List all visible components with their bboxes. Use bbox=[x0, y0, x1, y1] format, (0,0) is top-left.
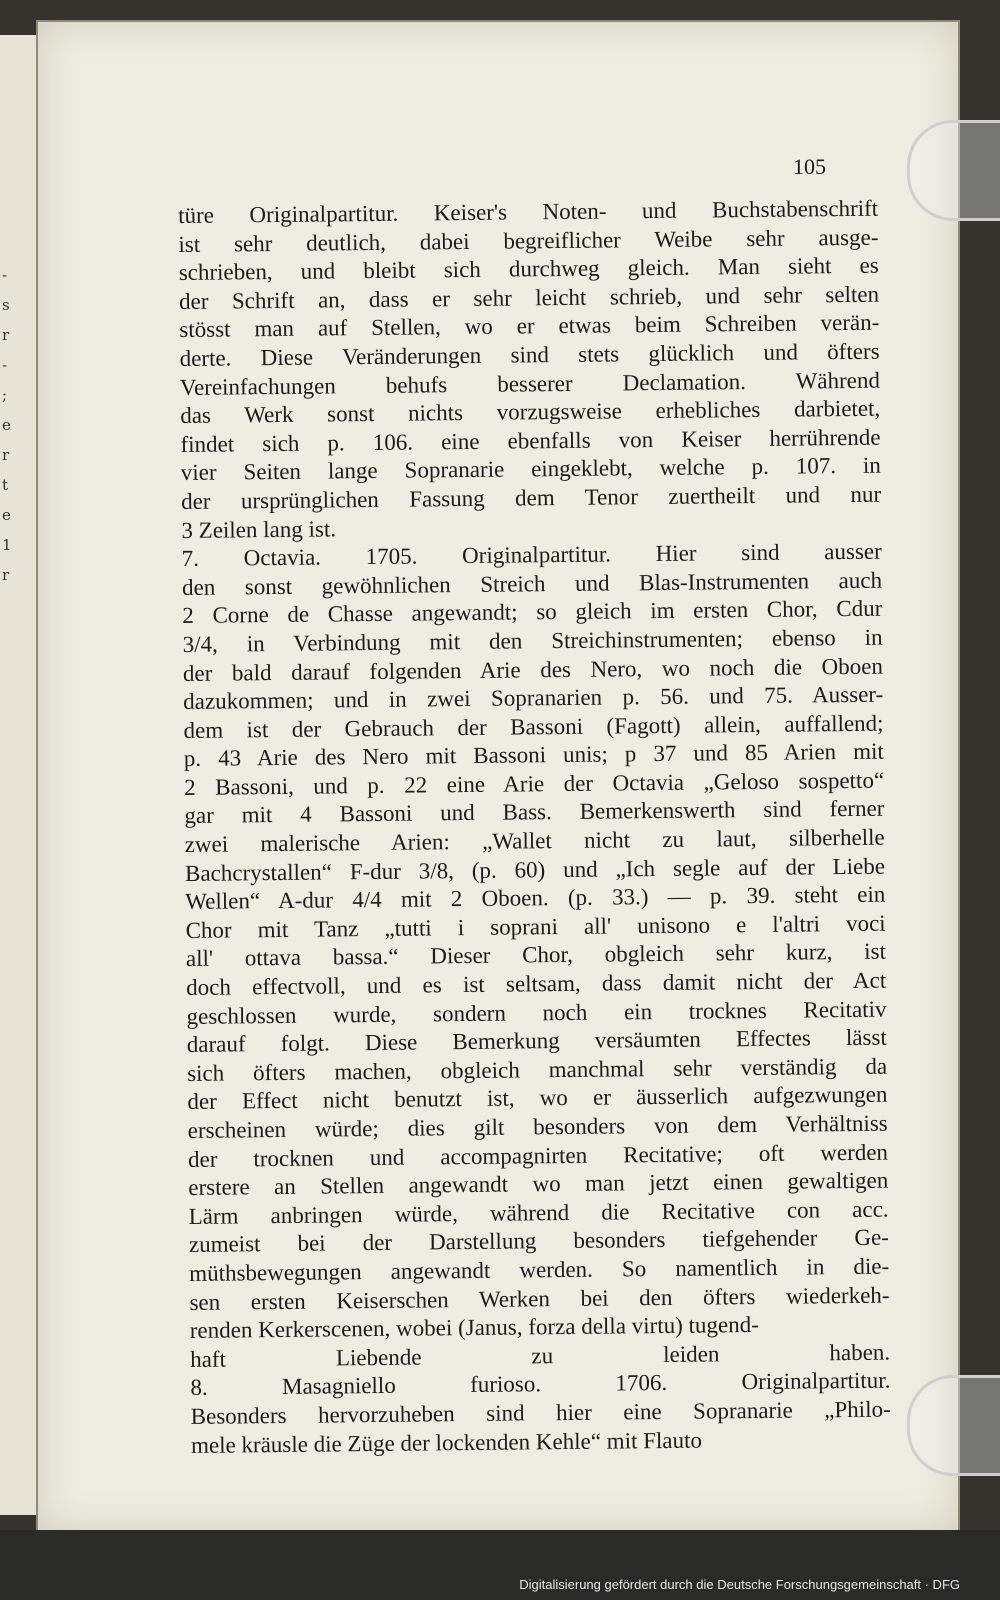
text-line: schrieben, und bleibt sich durchweg gleich. Man sieht es bbox=[178, 252, 879, 286]
text-line: Chor mit Tanz „tutti i soprani all' unisono e l'altri voci bbox=[185, 910, 886, 943]
text-line: Wellen“ A-dur 4/4 mit 2 Oboen. (p. 33.) — p. 39. steht ein bbox=[185, 881, 886, 915]
margin-letter: r bbox=[2, 566, 10, 584]
text-line: Besonders hervorzuheben sind hier eine Sopranarie „Philo- bbox=[190, 1396, 891, 1429]
text-line: gar mit 4 Bassoni und Bass. Bemerkenswerth sind ferner bbox=[184, 796, 885, 829]
footer-strip bbox=[0, 1530, 1000, 1600]
page-text-body bbox=[178, 195, 891, 1460]
text-line: erstere an Stellen angewandt wo man jetzt einen gewaltigen bbox=[188, 1167, 889, 1201]
text-line: sich öfters machen, obgleich manchmal sehr verständig da bbox=[186, 1053, 888, 1086]
text-line: das Werk sonst nichts vorzugsweise erhebliches darbietet, bbox=[180, 395, 881, 429]
margin-letter: s bbox=[2, 296, 10, 314]
text-line: dem ist der Gebrauch der Bassoni (Fagott) allein, auffallend; bbox=[183, 710, 884, 743]
margin-letter: t bbox=[2, 476, 9, 494]
margin-letter: - bbox=[2, 266, 8, 284]
text-line: der Effect nicht benutzt ist, wo er äusserlich aufgezwungen bbox=[187, 1082, 888, 1115]
text-line: renden Kerkerscenen, wobei (Janus, forza della virtu) tugend- bbox=[189, 1312, 759, 1344]
text-line: darauf folgt. Diese Bemerkung versäumten Effectes lässt bbox=[186, 1024, 887, 1058]
text-line: türe Originalpartitur. Keiser's Noten- und Buchstabenschrift bbox=[178, 195, 879, 228]
margin-letter: e bbox=[2, 506, 11, 524]
margin-letter: r bbox=[2, 446, 10, 464]
page-clip-top bbox=[907, 120, 1000, 221]
text-line: stösst man auf Stellen, wo er etwas beim Schreiben verän- bbox=[179, 310, 880, 343]
text-line: haft Liebende zu leiden haben. bbox=[189, 1339, 891, 1372]
text-line: 7. Octavia. 1705. Originalpartitur. Hier sind ausser bbox=[181, 538, 882, 572]
text-line: 3/4, in Verbindung mit den Streichinstrumenten; ebenso in bbox=[182, 624, 883, 657]
previous-page-margin-letters bbox=[2, 260, 18, 590]
text-line: der Schrift an, dass er sehr leicht schrieb, und sehr selten bbox=[178, 281, 880, 314]
margin-letter: ; bbox=[2, 386, 8, 404]
text-line: den sonst gewöhnlichen Streich und Blas-Instrumenten auch bbox=[181, 567, 883, 600]
text-line: mele kräusle die Züge der lockenden Kehle“ mit Flauto bbox=[190, 1427, 703, 1458]
text-line: 8. Masagniello furioso. 1706. Originalpartitur. bbox=[190, 1367, 891, 1401]
text-line: dazukommen; und in zwei Sopranarien p. 56. und 75. Ausser- bbox=[183, 681, 884, 715]
text-line: der ursprünglichen Fassung dem Tenor zuertheilt und nur bbox=[181, 481, 882, 514]
text-line: sen ersten Keiserschen Werken bei den öfters wiederkeh- bbox=[189, 1282, 890, 1315]
text-line: Bachcrystallen“ F-dur 3/8, (p. 60) und „Ich segle auf der Liebe bbox=[184, 853, 886, 886]
text-line: Vereinfachungen behufs besserer Declamation. Während bbox=[179, 367, 881, 400]
text-line: 3 Zeilen lang ist. bbox=[181, 515, 337, 543]
page-clip-bottom bbox=[907, 1375, 1000, 1476]
book-page bbox=[36, 20, 960, 1534]
digitization-credit: Digitalisierung gefördert durch die Deutsche Forschungsgemeinschaft · DFG bbox=[519, 1577, 960, 1592]
text-line: erscheinen würde; dies gilt besonders von dem Verhältniss bbox=[187, 1110, 888, 1143]
margin-letter: 1 bbox=[2, 536, 12, 554]
margin-letter: e bbox=[2, 416, 11, 434]
text-line: doch effectvoll, und es ist seltsam, dass damit nicht der Act bbox=[186, 967, 887, 1000]
margin-letter: - bbox=[2, 356, 8, 374]
text-line: zwei malerische Arien: „Wallet nicht zu laut, silberhelle bbox=[184, 824, 885, 858]
text-line: p. 43 Arie des Nero mit Bassoni unis; p 37 und 85 Arien mit bbox=[183, 738, 884, 772]
text-line: vier Seiten lange Sopranarie eingeklebt, welche p. 107. in bbox=[180, 452, 881, 486]
margin-letter: r bbox=[2, 326, 10, 344]
text-line: findet sich p. 106. eine ebenfalls von Keiser herrührende bbox=[180, 424, 881, 457]
text-line: geschlossen wurde, sondern noch ein trocknes Recitativ bbox=[186, 996, 887, 1029]
text-line: müthsbewegungen angewandt werden. So namentlich in die- bbox=[189, 1253, 890, 1286]
text-line: derte. Diese Veränderungen sind stets glücklich und öfters bbox=[179, 338, 880, 371]
text-line: zumeist bei der Darstellung besonders tiefgehender Ge- bbox=[188, 1224, 890, 1258]
text-line: ist sehr deutlich, dabei begreiflicher Weibe sehr ausge- bbox=[178, 224, 879, 257]
text-line: 2 Bassoni, und p. 22 eine Arie der Octavia „Geloso sospetto“ bbox=[183, 767, 885, 800]
text-line: all' ottava bassa.“ Dieser Chor, obgleich sehr kurz, ist bbox=[185, 939, 887, 972]
text-line: der trocknen und accompagnirten Recitative; oft werden bbox=[187, 1139, 889, 1172]
text-line: Lärm anbringen würde, während die Recitative con acc. bbox=[188, 1196, 889, 1229]
text-line: der bald darauf folgenden Arie des Nero, wo noch die Oboen bbox=[182, 653, 884, 686]
page-number: 105 bbox=[793, 154, 826, 179]
text-line: 2 Corne de Chasse angewandt; so gleich im ersten Chor, Cdur bbox=[182, 595, 883, 629]
